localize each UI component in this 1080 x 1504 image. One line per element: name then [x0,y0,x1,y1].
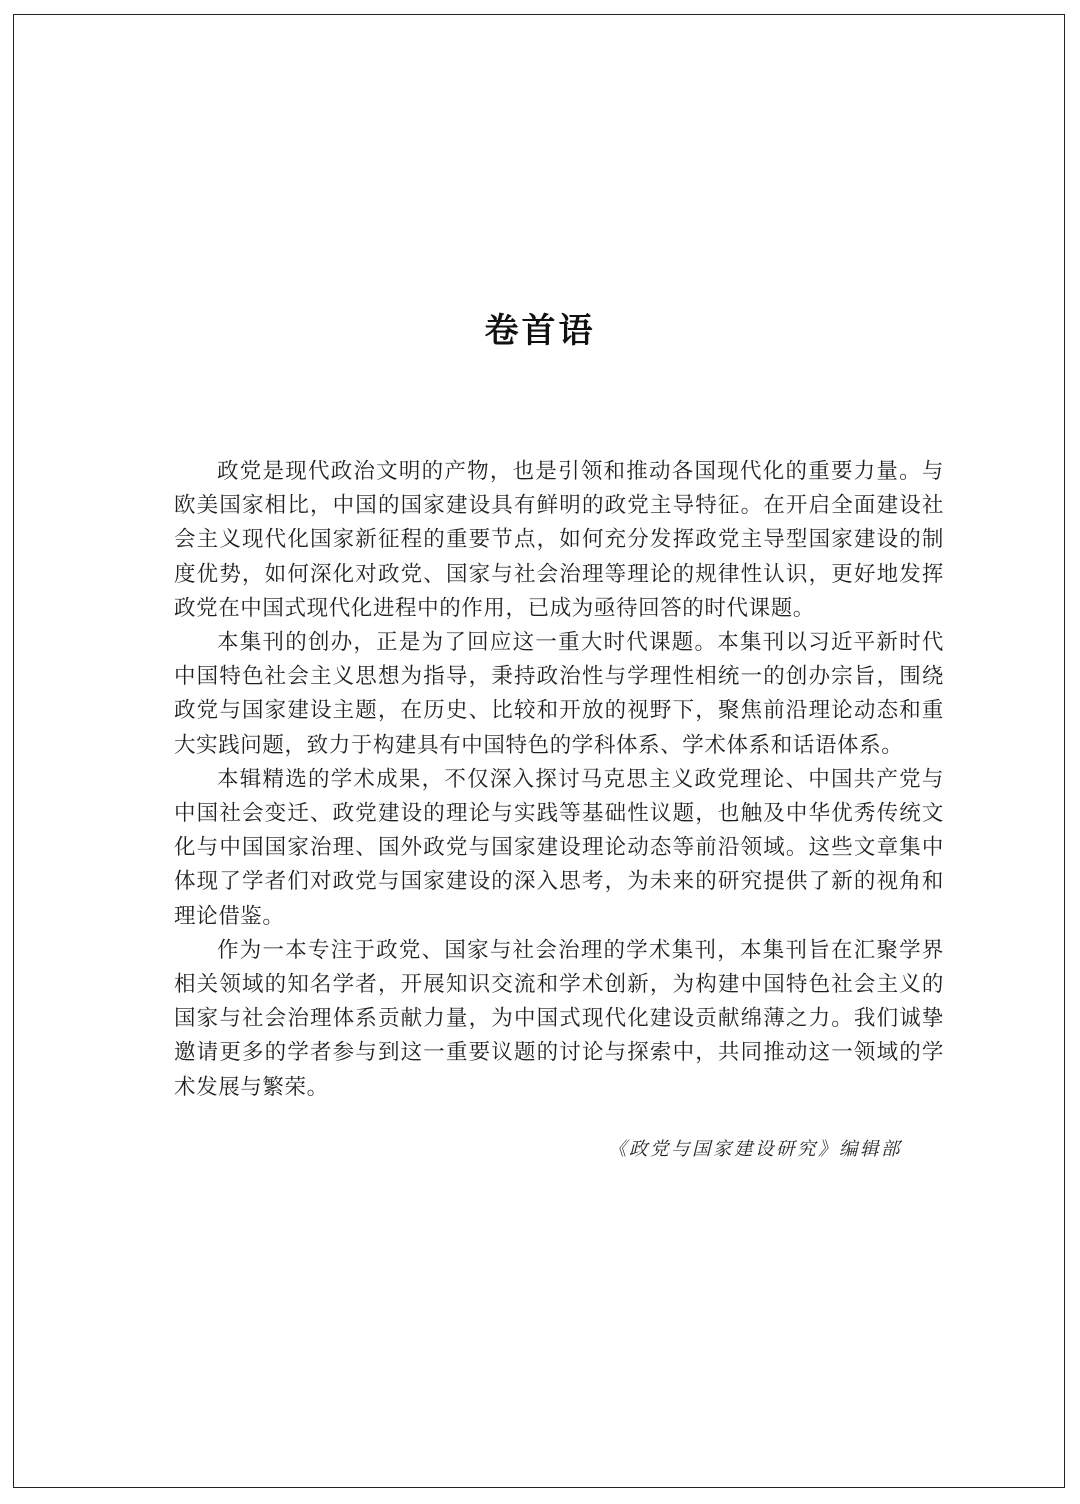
paragraph-3: 本辑精选的学术成果，不仅深入探讨马克思主义政党理论、中国共产党与中国社会变迁、政党建设的理论与实践等基础性议题，也触及中华优秀传统文化与中国国家治理、国外政党与国家建设理论动态等前沿领域。这些文章集中体现了学者们对政党与国家建设的深入思考，为未来的研究提供了新的视角和理论借鉴。 [174,766,944,929]
paragraph-4: 作为一本专注于政党、国家与社会治理的学术集刊，本集刊旨在汇聚学界相关领域的知名学者，开展知识交流和学术创新，为构建中国特色社会主义的国家与社会治理体系贡献力量，为中国式现代化建设贡献绵薄之力。我们诚挚邀请更多的学者参与到这一重要议题的讨论与探索中，共同推动这一领域的学术发展与繁荣。 [174,937,944,1100]
paragraph-1: 政党是现代政治文明的产物，也是引领和推动各国现代化的重要力量。与欧美国家相比，中国的国家建设具有鲜明的政党主导特征。在开启全面建设社会主义现代化国家新征程的重要节点，如何充分发挥政党主导型国家建设的制度优势，如何深化对政党、国家与社会治理等理论的规律性认识，更好地发挥政党在中国式现代化进程中的作用，已成为亟待回答的时代课题。 [174,459,944,621]
body-text [174,455,944,1105]
paragraph-2: 本集刊的创办，正是为了回应这一重大时代课题。本集刊以习近平新时代中国特色社会主义思想为指导，秉持政治性与学理性相统一的创办宗旨，围绕政党与国家建设主题，在历史、比较和开放的视野下，聚焦前沿理论动态和重大实践问题，致力于构建具有中国特色的学科体系、学术体系和话语体系。 [174,630,944,758]
page-title: 卷首语 [484,311,596,351]
editorial-signature: 《政党与国家建设研究》编辑部 [607,1139,902,1160]
